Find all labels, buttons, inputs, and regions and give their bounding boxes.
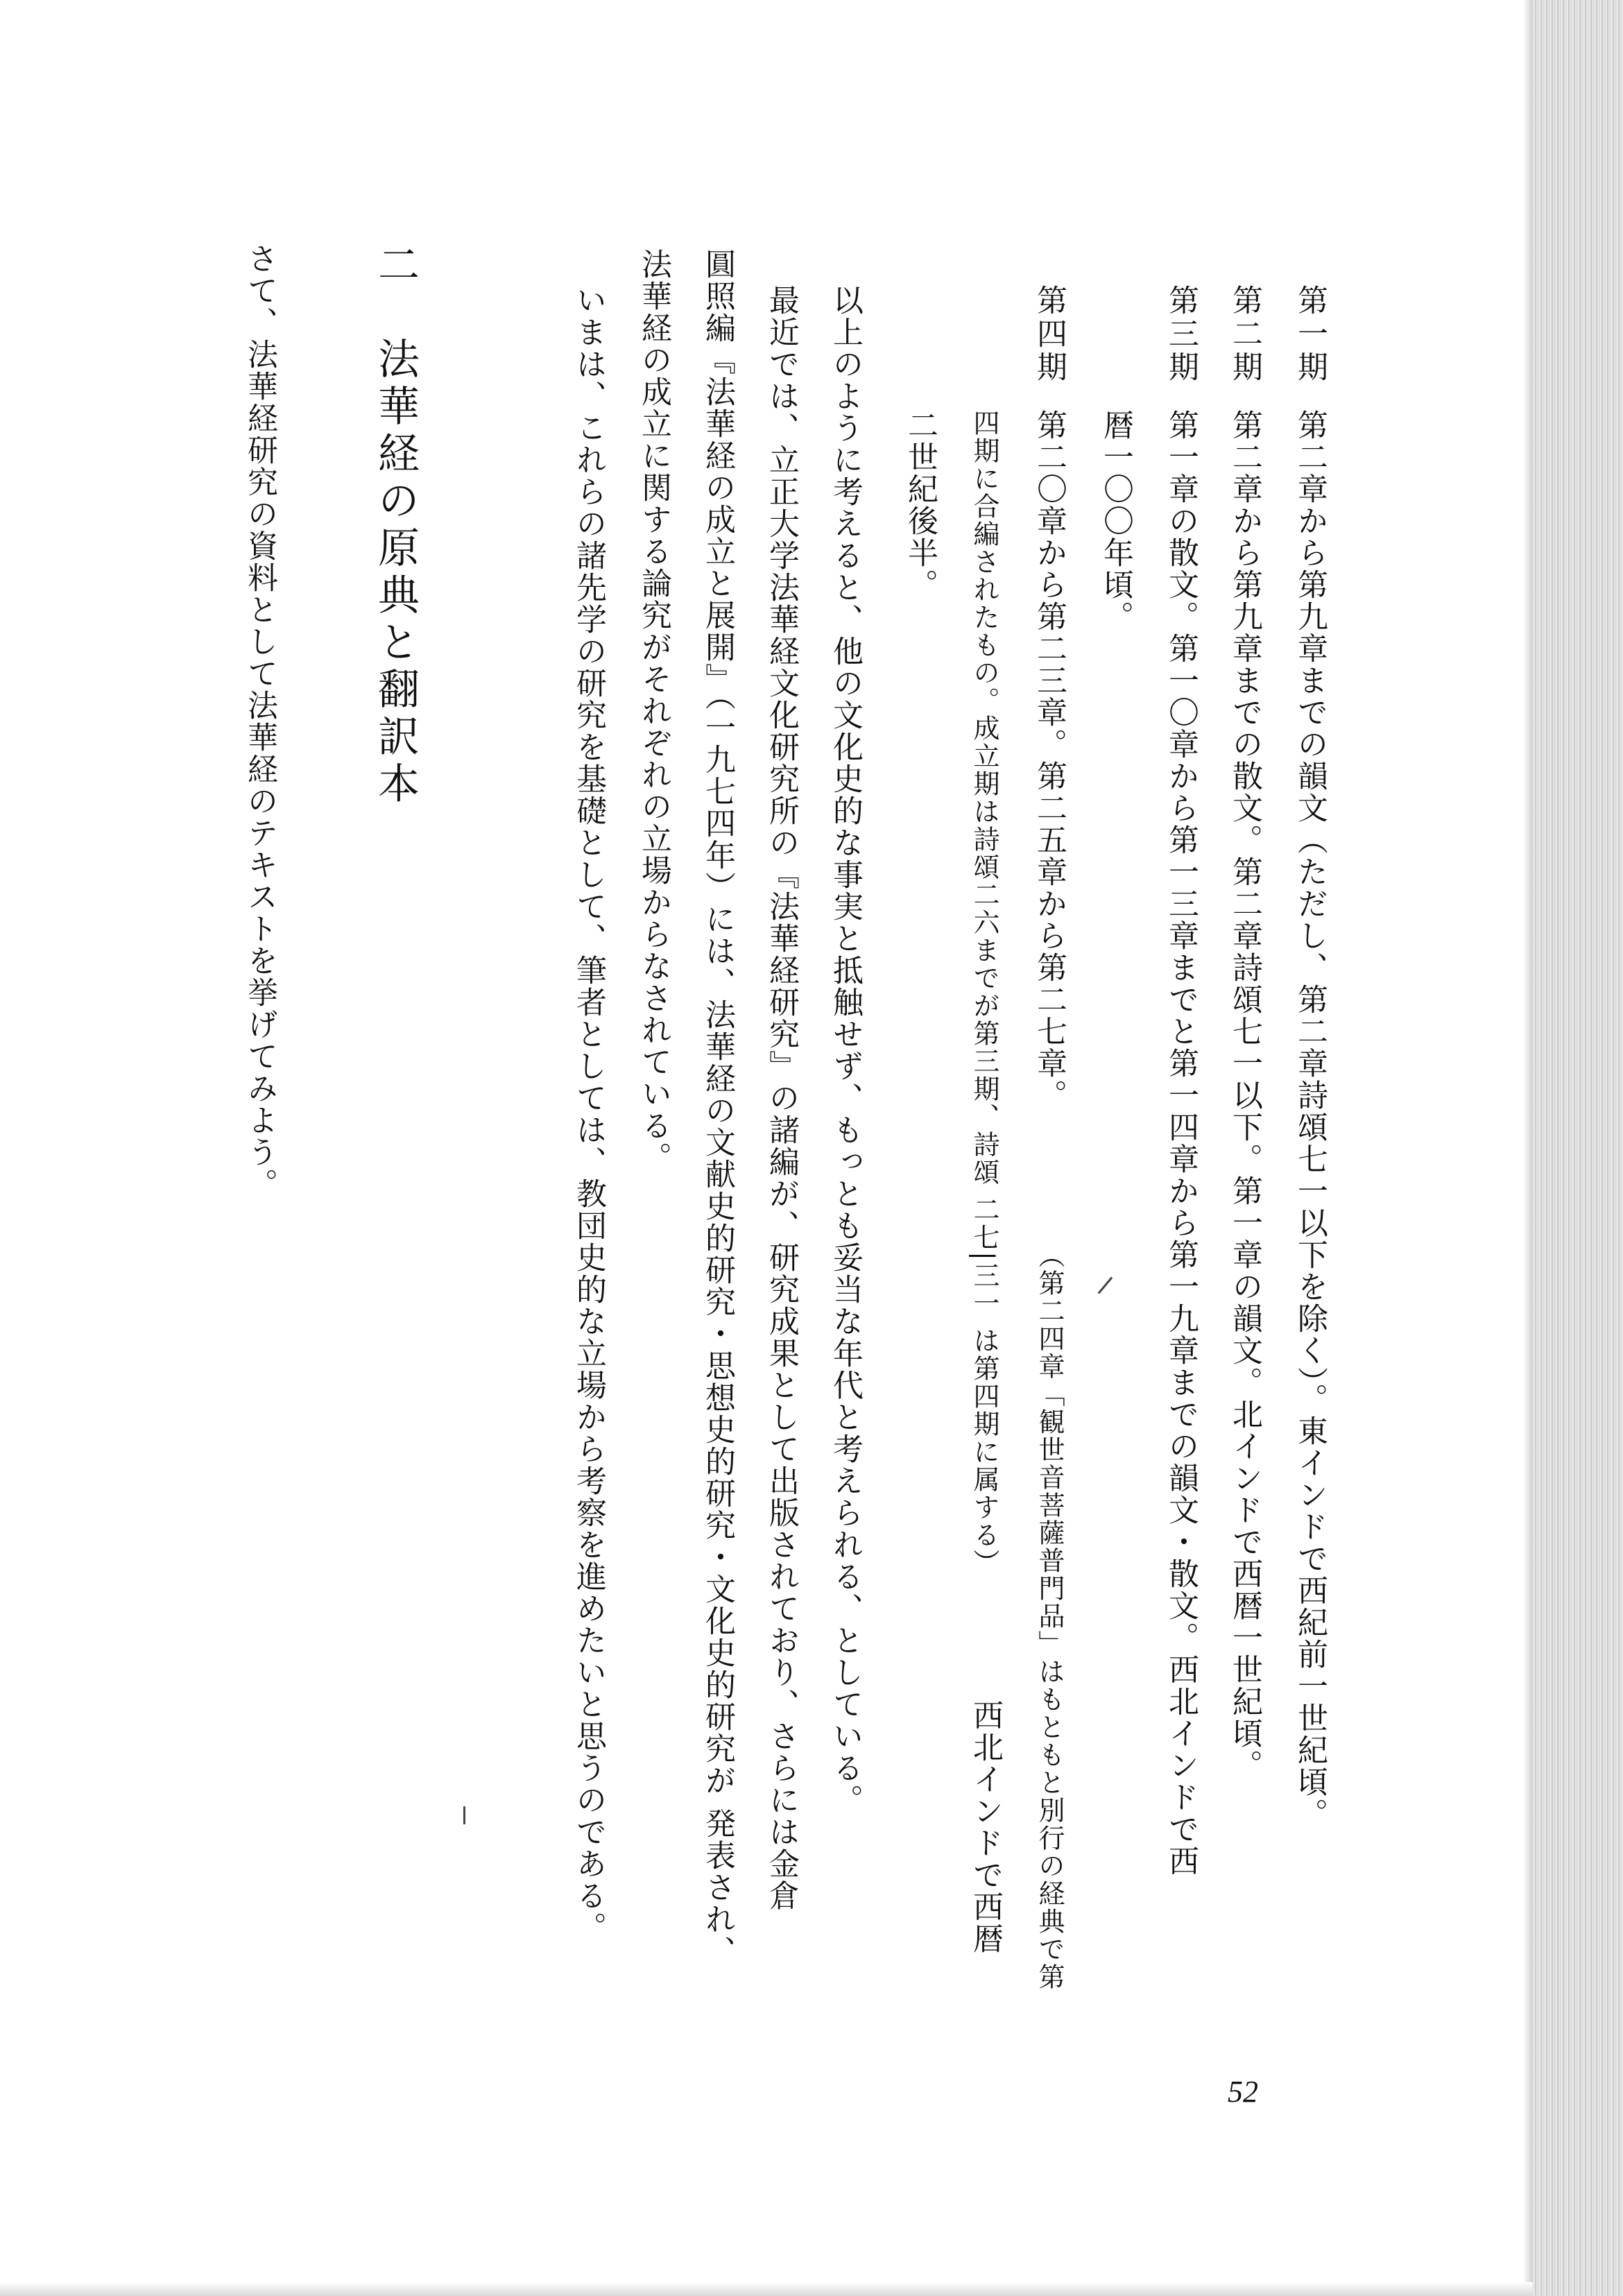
period-1-label: 第一期 xyxy=(1292,284,1328,384)
scan-speck-2 xyxy=(463,1806,465,1824)
period-3-text-line-2: 暦一〇〇年頃。 xyxy=(1098,409,1133,633)
paragraph-line-5: いまは、これらの諸先学の研究を基礎として、筆者としては、教団史的な立場から考察を進めたいと思うのである。 xyxy=(571,284,606,1944)
period-3-label: 第三期 xyxy=(1163,284,1199,384)
period-2-label: 第二期 xyxy=(1227,284,1262,384)
page-edge-shadow xyxy=(1523,0,1533,2296)
period-4-text-line-2: 二世紀後半。 xyxy=(902,409,938,601)
period-4-label: 第四期 xyxy=(1031,284,1067,384)
period-4-text: 第二〇章から第二三章。第二五章から第二七章。 xyxy=(1031,409,1067,1111)
period-4-note-tail: 西北インドで西暦 xyxy=(968,1699,1003,1955)
paragraph-line-4: 法華経の成立に関する論究がそれぞれの立場からなされている。 xyxy=(636,248,671,1174)
page-number: 52 xyxy=(1228,2075,1258,2109)
period-2-text: 第二章から第九章までの散文。第二章詩頌七一以下。第一章の韻文。北インドで西暦一世紀頃。 xyxy=(1227,409,1262,1781)
paragraph-line-1: 以上のように考えると、他の文化史的な事実と抵触せず、もっとも妥当な年代と考えられる、としている。 xyxy=(827,284,863,1816)
closing-line: さて、法華経研究の資料として法華経のテキストを挙げてみよう。 xyxy=(242,243,277,1200)
paragraph-line-3: 圓照編『法華経の成立と展開』（一九七四年）には、法華経の文献史的研究・思想史的研究・文化史的研究が 発表され、 xyxy=(700,248,735,1967)
period-4-note-line-2: 四期に合編されたもの。成立期は詩頌二六までが第三期、詩頌 二七|三一 は第四期に属する） xyxy=(969,409,999,1577)
period-3-text-line-1: 第一章の散文。第一〇章から第一三章までと第一四章から第一九章までの韻文・散文。西北インドで西 xyxy=(1163,409,1199,1877)
paragraph-line-2: 最近では、立正大学法華経文化研究所の『法華経研究』の諸編が、研究成果として出版されており、さらには金倉 xyxy=(764,284,799,1912)
period-1-text: 第二章から第九章までの韻文（ただし、第二章詩頌七一以下を除く）。東インドで西紀前一世紀頃。 xyxy=(1292,409,1328,1830)
page-edge-scan xyxy=(1533,0,1623,2296)
scan-speck-1 xyxy=(1098,1277,1113,1294)
section-heading: 二 法華経の原典と翻訳本 xyxy=(371,243,420,809)
period-4-note-inline: （第二四章「観世音菩薩普門品」はもともと別行の経典で第 xyxy=(1034,1242,1065,1991)
bottom-scan-edge xyxy=(0,2282,1533,2296)
